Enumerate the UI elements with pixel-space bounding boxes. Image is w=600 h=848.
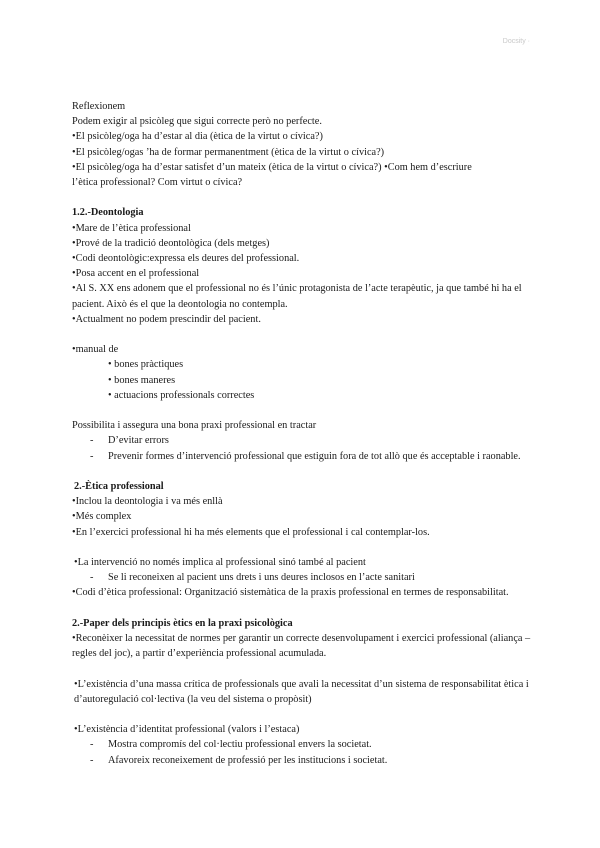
section-title: Reflexionem: [72, 101, 126, 112]
watermark: Docsity ·: [502, 38, 530, 45]
list-item: • actuacions professionals correctes: [108, 389, 255, 401]
dash-text: Mostra compromís del col·lectiu professional envers la societat.: [108, 739, 372, 751]
bullet-item: •manual de: [72, 344, 119, 356]
text-line: l’ètica professional? Com virtut o cívica?: [72, 177, 243, 189]
text-line: Podem exigir al psicòleg que sigui correcte però no perfecte.: [72, 116, 322, 128]
bullet-item: •Al S. XX ens adonem que el professional no és l’únic protagonista de l’acte terapèutic, ja que també hi ha el pacient. Això és el que la deontologia no contempla.: [72, 283, 522, 310]
list-item: • bones maneres: [108, 374, 176, 386]
dash-marker: -: [90, 435, 94, 447]
bullet-item: •L’existència d’identitat professional (valors i l’estaca): [74, 724, 300, 736]
bullet-item: •Actualment no podem prescindir del pacient.: [72, 313, 261, 325]
bullet-item: •Més complex: [72, 511, 132, 523]
dash-item: [72, 753, 532, 768]
bullet-item: •Codi deontològic:expressa els deures del professional.: [72, 253, 300, 265]
dash-text: Prevenir formes d’intervenció professional que estiguin fora de tot allò que és acceptable i raonable.: [108, 450, 521, 462]
section-heading: 2.-Ètica professional: [74, 481, 164, 493]
dash-item: [72, 737, 532, 752]
bullet-item: •Inclou la deontologia i va més enllà: [72, 496, 223, 508]
list-item: • bones pràctiques: [108, 359, 184, 371]
dash-item: [72, 433, 532, 448]
dash-marker: -: [90, 572, 94, 584]
bullet-item: •La intervenció no només implica al professional sinó també al pacient: [74, 557, 366, 569]
bullet-item: •El psicòleg/oga ha d’estar satisfet d’un mateix (ètica de la virtut o cívica?) •Com hem d’escriure: [72, 161, 472, 173]
dash-item: [72, 449, 532, 464]
bullet-item: •El psicòleg/oga ha d’estar al dia (ètica de la virtut o cívica?): [72, 131, 323, 143]
bullet-item: •En l’exercici professional hi ha més elements que el professional i cal contemplar-los.: [72, 526, 430, 538]
dash-text: Afavoreix reconeixement de professió per les institucions i societat.: [108, 754, 388, 766]
bullet-item: •Mare de l’ètica professional: [72, 222, 191, 234]
section-heading: 2.-Paper dels principis ètics en la praxi psicològica: [72, 617, 293, 629]
bullet-item: •L’existència d’una massa crítica de professionals que avali la necessitat d’un sistema de responsabilitat ètica i d’autoregulació col·lectiva (la veu del sistema o propòsit): [74, 678, 529, 705]
dash-marker: -: [90, 450, 94, 462]
dash-text: D’evitar errors: [108, 435, 169, 447]
bullet-item: •El psicòleg/ogas ’ha de formar permanentment (ètica de la virtut o cívica?): [72, 146, 385, 158]
document-body: [72, 99, 532, 768]
bullet-item: •Prové de la tradició deontològica (dels metges): [72, 237, 270, 249]
dash-marker: -: [90, 754, 94, 766]
dash-text: Se li reconeixen al pacient uns drets i uns deures inclosos en l’acte sanitari: [108, 572, 415, 584]
section-heading: 1.2.-Deontologia: [72, 207, 144, 219]
bullet-item: •Posa accent en el professional: [72, 268, 200, 280]
bullet-item: •Reconèixer la necessitat de normes per garantir un correcte desenvolupament i exercici professional (aliança –regles del joc), a partir d’experiència professional acumulada.: [72, 633, 531, 660]
dash-marker: -: [90, 739, 94, 751]
bullet-item: •Codi d’ètica professional: Organització sistemàtica de la praxis professional en termes de responsabilitat.: [72, 587, 509, 599]
text-line: Possibilita i assegura una bona praxi professional en tractar: [72, 420, 317, 432]
dash-item: [72, 570, 532, 585]
